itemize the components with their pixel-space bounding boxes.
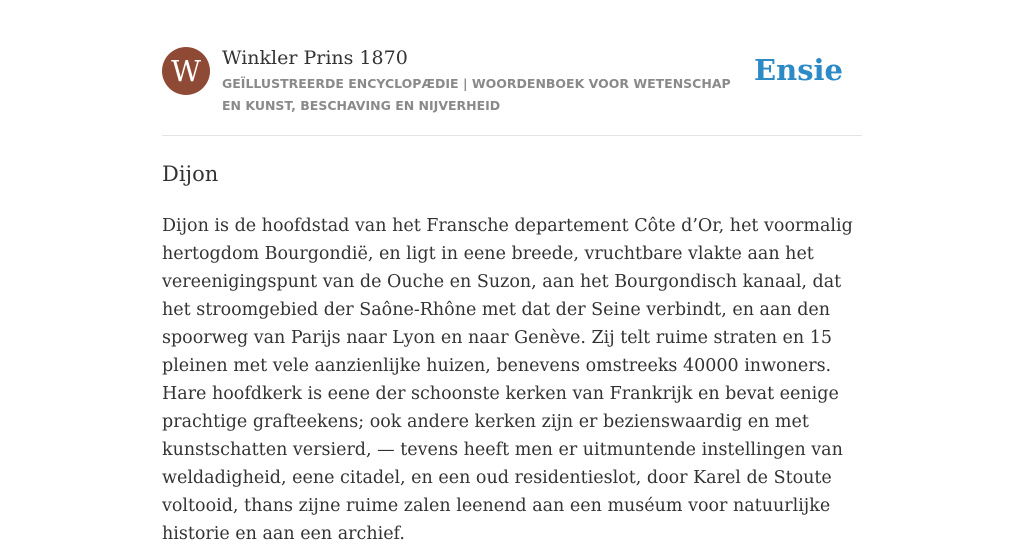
article-body: Dijon is de hoofdstad van het Fransche departement Côte d’Or, het voormalig hertogdom Bourgondië, en ligt in eene breede, vruchtbare vlakte aan het vereenigingspunt van de Ouche en Suzon, aan het Bourgondisch kanaal, dat het stroomgebied der Saône-Rhône met dat der Seine verbindt, en aan den spoorweg van Parijs naar Lyon en naar Genève. Zij telt ruime straten en 15 pleinen met vele aanzienlijke huizen, benevens omstreeks 40000 inwoners. Hare hoofdkerk is eene der schoonste kerken van Frankrijk en bevat eenige prachtige grafteekens; ook andere kerken zijn er bezienswaardig en met kunstschatten versierd, — tevens heeft men er uitmuntende instellingen van weldadigheid, eene citadel, en een oud residentieslot, door Karel de Stoute voltooid, thans zijne ruime zalen leenend aan een muséum voor natuurlijke historie en aan een archief.	[162, 216, 853, 544]
article-title: Dijon	[162, 162, 219, 186]
page-container	[162, 0, 862, 544]
source-avatar[interactable]: W	[162, 47, 210, 95]
source-title[interactable]: Winkler Prins 1870	[222, 47, 408, 69]
source-subtitle: GEÏLLUSTREERDE ENCYCLOPÆDIE | WOORDENBOEK VOOR WETENSCHAP EN KUNST, BESCHAVING EN NIJVERHEID	[222, 76, 731, 113]
ensie-logo-link[interactable]: Ensie	[754, 53, 843, 87]
site-header	[162, 0, 862, 136]
source-titles	[222, 44, 752, 117]
